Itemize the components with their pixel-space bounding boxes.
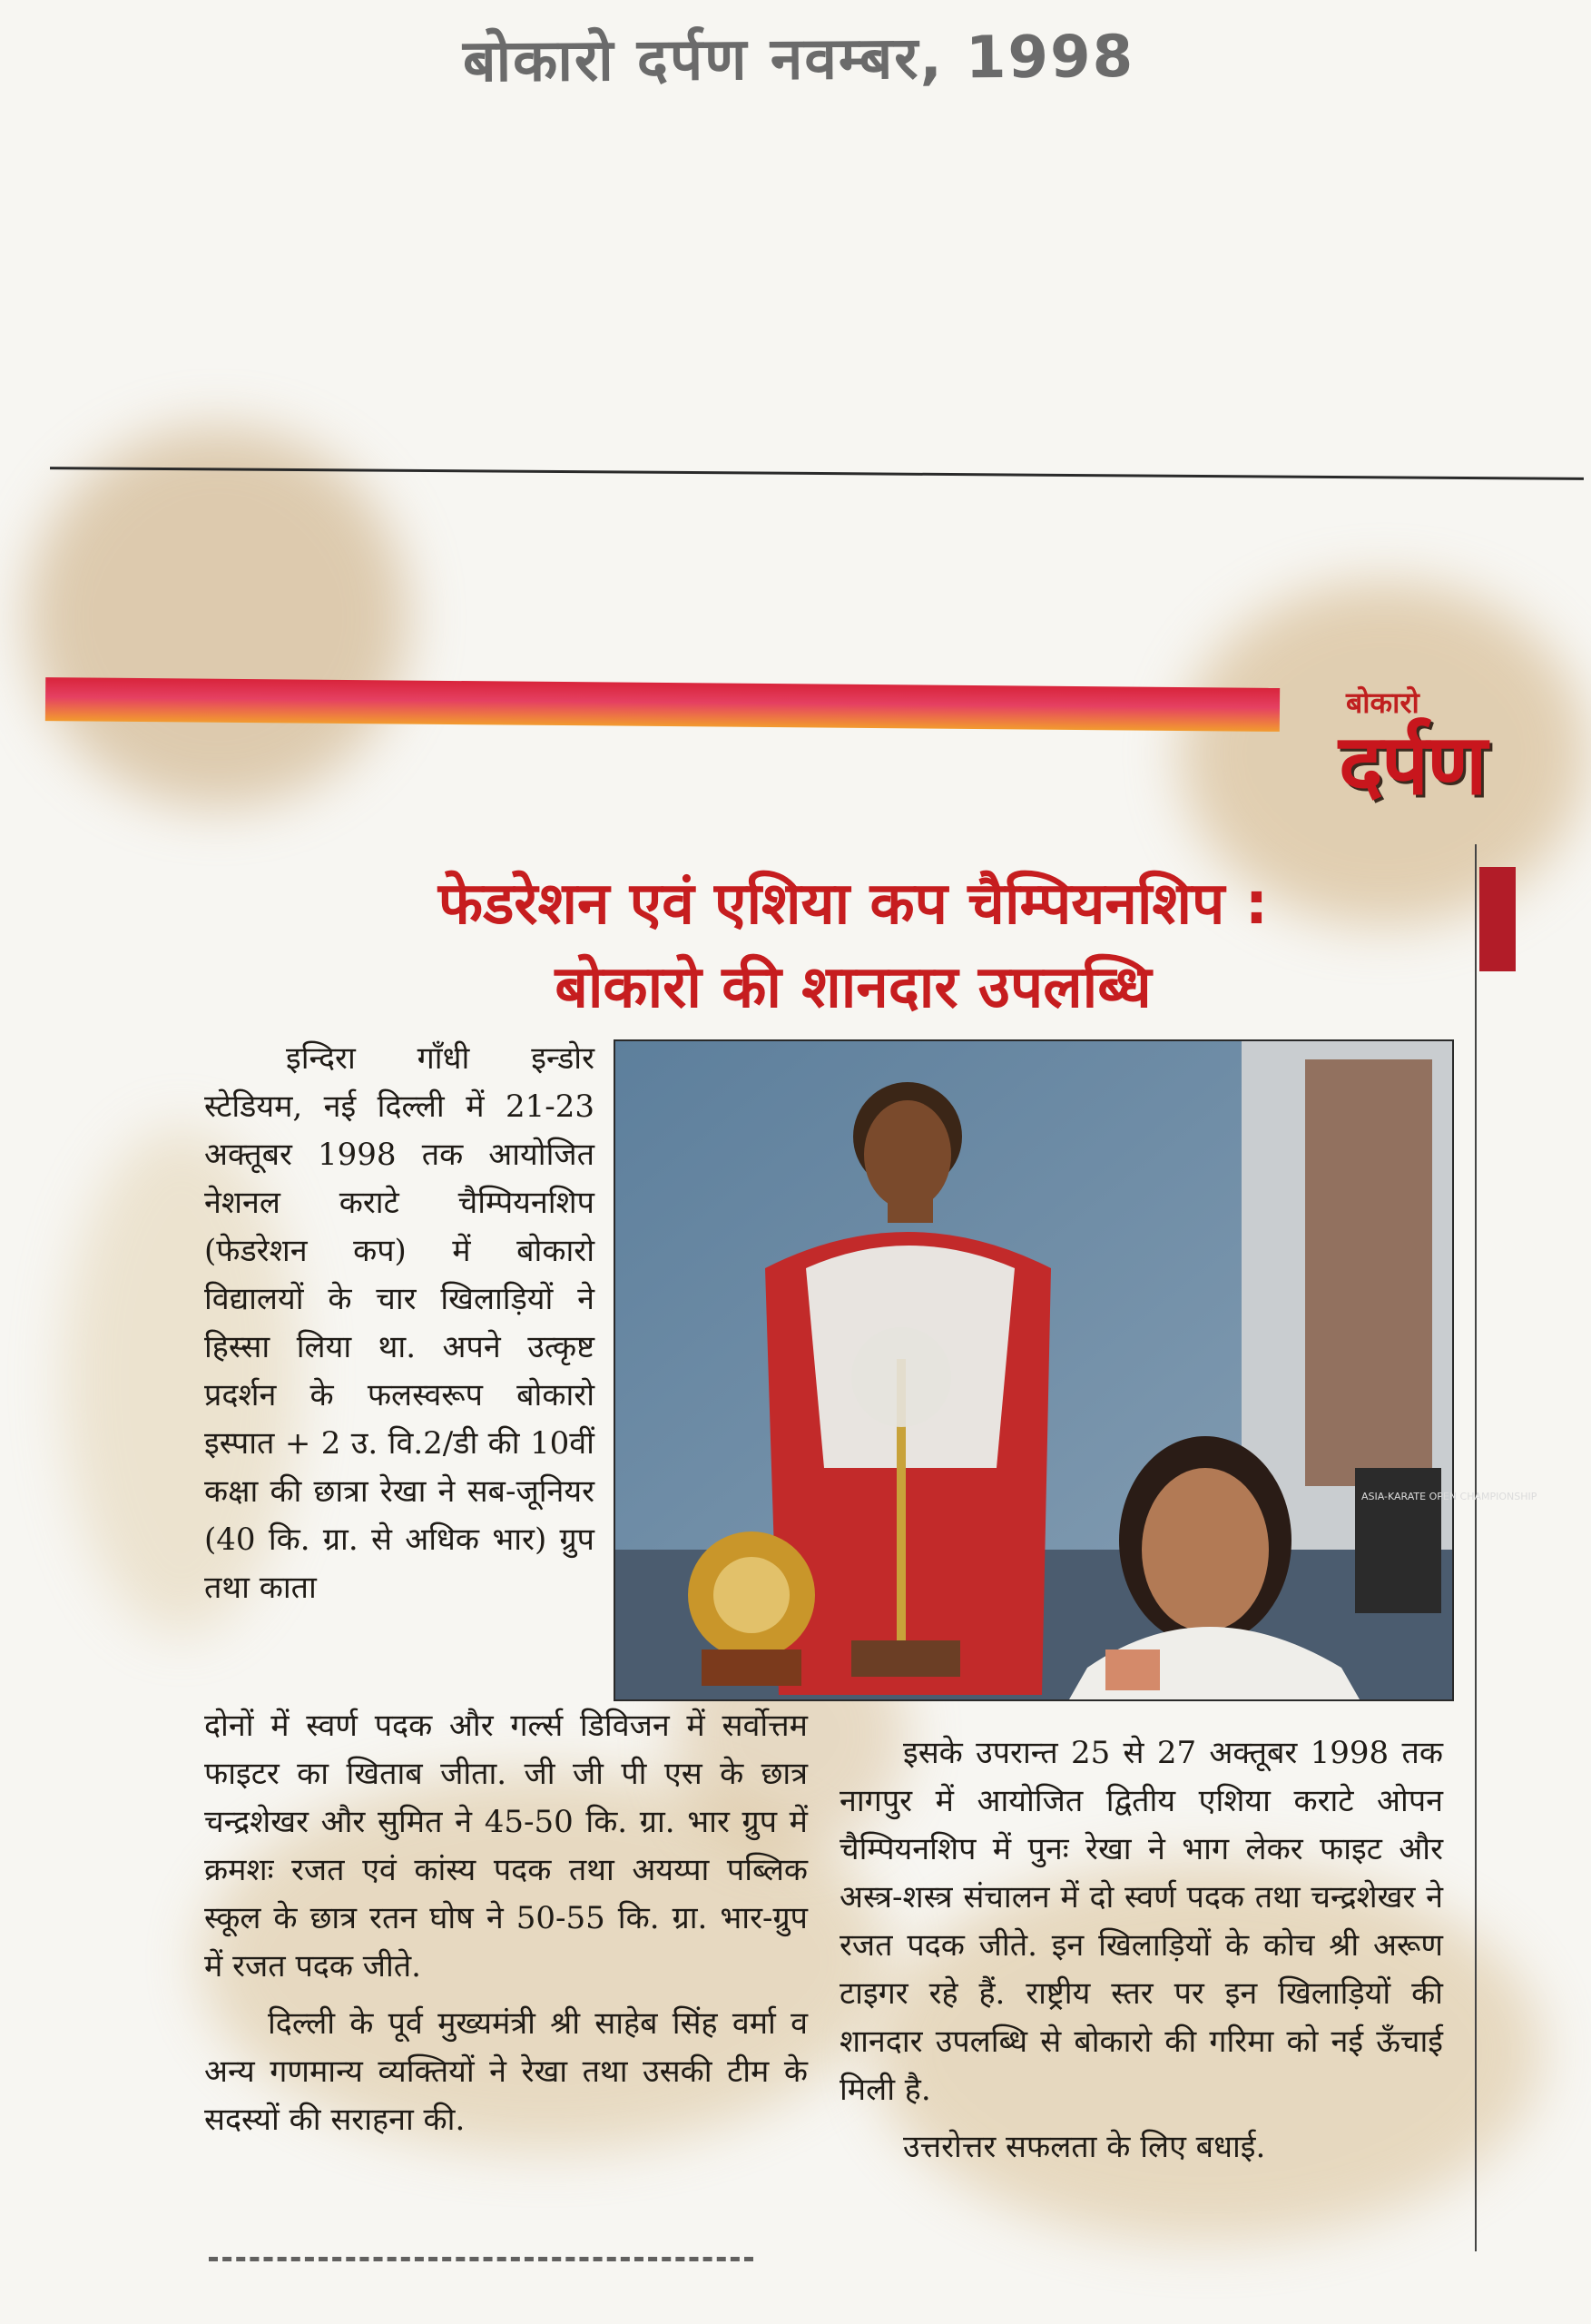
handwritten-note: बोकारो दर्पण नवम्बर, 1998: [462, 23, 1135, 96]
masthead-small: बोकारो: [1346, 685, 1419, 720]
adjacent-article-edge: [1479, 867, 1516, 971]
page-bottom-rule: [209, 2251, 753, 2261]
article-paragraph: इसके उपरान्त 25 से 27 अक्तूबर 1998 तक नागपुर में आयोजित द्वितीय एशिया कराटे ओपन चैम्पियनशिप में पुनः रेखा ने भाग लेकर फाइट और अस्त्र-शस्त्र संचालन में दो स्वर्ण पदक तथा चन्द्रशेखर ने रजत पदक जीते. इन खिलाड़ियों के कोच श्री अरूण टाइगर रहे हैं. राष्ट्रीय स्तर पर इन खिलाड़ियों की शानदार उपलब्धि से बोकारो की गरिमा को नई ऊँचाई मिली है.: [840, 1735, 1443, 2108]
article-column-c: [840, 1729, 1443, 2181]
article-paragraph: उत्तरोत्तर सफलता के लिए बधाई.: [903, 2129, 1266, 2165]
column-rule: [1475, 844, 1477, 2251]
article-paragraph: इन्दिरा गाँधी इन्डोर स्टेडियम, नई दिल्ली में 21-23 अक्तूबर 1998 तक आयोजित नेशनल कराटे चैम्पियनशिप (फेडरेशन कप) में बोकारो विद्यालयों के चार खिलाड़ियों ने हिस्सा लिया था. अपने उत्कृष्ट प्रदर्शन के फलस्वरूप बोकारो इस्पात + 2 उ. वि.2/डी की 10वीं कक्षा की छात्रा रेखा ने सब-जूनियर (40 कि. ग्रा. से अधिक भार) ग्रुप तथा काता: [204, 1040, 594, 1606]
article-paragraph: दिल्ली के पूर्व मुख्यमंत्री श्री साहेब सिंह वर्मा व अन्य गणमान्य व्यक्तियों ने रेखा तथा उसकी टीम के सदस्यों की सराहना की.: [204, 2005, 808, 2138]
article-photo: [614, 1039, 1537, 1701]
headline-line-2: बोकारो की शानदार उपलब्धि: [555, 954, 1152, 1021]
paper-stain: [27, 427, 408, 808]
article-column-b: [204, 1702, 808, 2153]
headline-line-1: फेडरेशन एवं एशिया कप चैम्पियनशिप :: [437, 871, 1269, 938]
masthead-logo: [1339, 683, 1575, 813]
article-headline: [227, 862, 1479, 1029]
photo-illustration: [615, 1041, 1537, 1699]
masthead-big: दर्पण: [1339, 716, 1486, 813]
photo-banner: ASIA-KARATE OPEN CHAMPIONSHIP: [1361, 1491, 1537, 1502]
article-paragraph: दोनों में स्वर्ण पदक और गर्ल्स डिविजन में सर्वोत्तम फाइटर का खिताब जीता. जी जी पी एस के छात्र चन्द्रशेखर और सुमित ने 45-50 कि. ग्रा. भार ग्रुप में क्रमशः रजत एवं कांस्य पदक तथा अयय्पा पब्लिक स्कूल के छात्र रतन घोष ने 50-55 कि. ग्रा. भार-ग्रुप में रजत पदक जीते.: [204, 1708, 808, 1984]
article-column-a: [204, 1035, 594, 1621]
